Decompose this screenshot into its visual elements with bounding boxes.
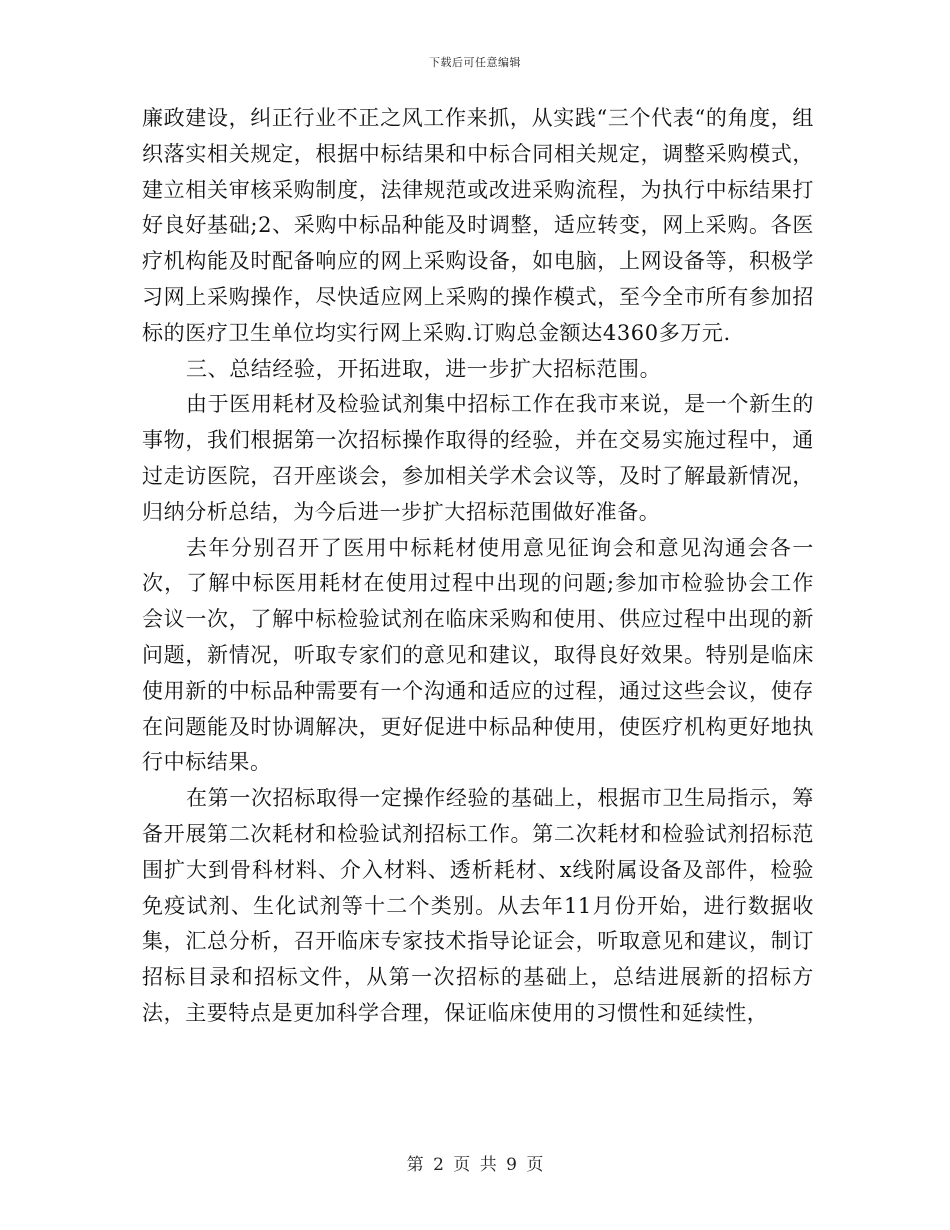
paragraph-3: 去年分别召开了医用中标耗材使用意见征询会和意见沟通会各一次，了解中标医用耗材在使用过程中出现的问题;参加市检验协会工作会议一次，了解中标检验试剂在临床采购和使用、供应过程中出现的新问题，新情况，听取专家们的意见和建议，取得良好效果。特别是临床使用新的中标品种需要有一个沟通和适应的过程，通过这些会议，使存在问题能及时协调解决，更好促进中标品种使用，使医疗机构更好地执行中标结果。 bbox=[142, 535, 814, 775]
paragraph-1: 廉政建设，纠正行业不正之风工作来抓，从实践“三个代表“的角度，组织落实相关规定，根据中标结果和中标合同相关规定，调整采购模式，建立相关审核采购制度，法律规范或改进采购流程，为执行中标结果打好良好基础;2、采购中标品种能及时调整，适应转变，网上采购。各医疗机构能及时配备响应的网上采购设备，如电脑，上网设备等，积极学习网上采购操作，尽快适应网上采购的操作模式，至今全市所有参加招标的医疗卫生单位均实行网上采购.订购总金额达4360多万元. bbox=[142, 106, 814, 345]
page-header: 下载后可任意编辑 bbox=[429, 56, 521, 69]
page-number-footer: 第 2 页 共 9 页 bbox=[406, 1155, 544, 1175]
section-heading-3: 三、总结经验，开拓进取，进一步扩大招标范围。 bbox=[186, 356, 662, 381]
document-body bbox=[142, 101, 814, 1032]
paragraph-2: 由于医用耗材及检验试剂集中招标工作在我市来说，是一个新生的事物，我们根据第一次招标操作取得的经验，并在交易实施过程中，通过走访医院，召开座谈会，参加相关学术会议等，及时了解最新情况，归纳分析总结，为今后进一步扩大招标范围做好准备。 bbox=[142, 392, 814, 524]
paragraph-4: 在第一次招标取得一定操作经验的基础上，根据市卫生局指示，筹备开展第二次耗材和检验试剂招标工作。第二次耗材和检验试剂招标范围扩大到骨科材料、介入材料、透析耗材、x线附属设备及部件，检验免疫试剂、生化试剂等十二个类别。从去年11月份开始，进行数据收集，汇总分析，召开临床专家技术指导论证会，听取意见和建议，制订招标目录和招标文件，从第一次招标的基础上，总结进展新的招标方法，主要特点是更加科学合理，保证临床使用的习惯性和延续性， bbox=[142, 786, 814, 1025]
